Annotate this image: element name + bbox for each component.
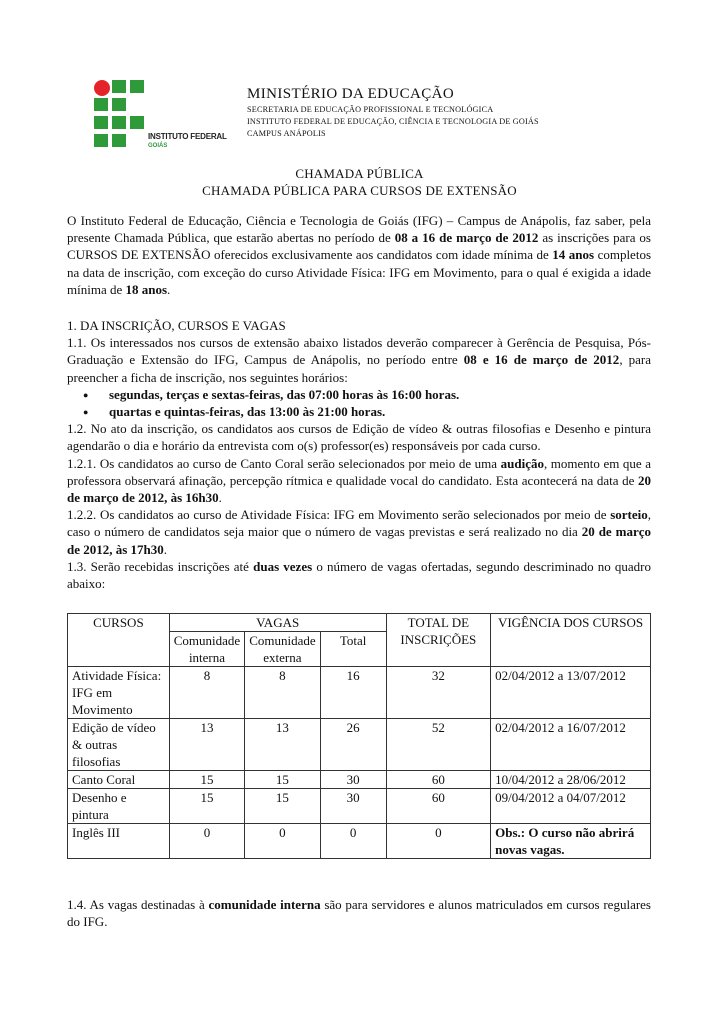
schedule-item: ● segundas, terças e sextas-feiras, das 07:00 horas às 16:00 horas. <box>109 386 651 403</box>
schedule-item: ● quartas e quintas-feiras, das 13:00 às 21:00 horas. <box>109 403 651 420</box>
table-header-row <box>68 614 651 632</box>
section-1-heading: 1. DA INSCRIÇÃO, CURSOS E VAGAS <box>67 318 286 333</box>
vacancies-table <box>67 613 651 859</box>
cell-externa: 8 <box>245 667 320 719</box>
table-row <box>68 789 651 824</box>
intro-section <box>67 212 651 298</box>
header-line-2: INSTITUTO FEDERAL DE EDUCAÇÃO, CIÊNCIA E TECNOLOGIA DE GOIÁS <box>247 117 539 126</box>
cell-interna: 13 <box>169 719 244 771</box>
header-vigencia: VIGÊNCIA DOS CURSOS <box>491 614 651 667</box>
table-row <box>68 824 651 859</box>
cell-interna: 8 <box>169 667 244 719</box>
table-row <box>68 667 651 719</box>
schedule-list <box>67 386 651 420</box>
cell-inscricoes: 60 <box>386 789 491 824</box>
logo-red-dot <box>94 80 110 96</box>
table-row <box>68 771 651 789</box>
document-title: CHAMADA PÚBLICA <box>295 166 424 181</box>
paragraph-1-2: 1.2. No ato da inscrição, os candidatos aos cursos de Edição de vídeo & outras filosofias e Desenho e pintura agendarão o dia e horário da entrevista com o(s) professor(es) responsáveis por cada curso. <box>67 421 651 454</box>
cell-curso: Inglês III <box>68 824 170 859</box>
header-total-inscricoes: TOTAL DE INSCRIÇÕES <box>386 614 491 667</box>
cell-curso: Desenho e pintura <box>68 789 170 824</box>
cell-vigencia: 10/04/2012 a 28/06/2012 <box>491 771 651 789</box>
cell-curso: Canto Coral <box>68 771 170 789</box>
header-comunidade-externa: Comunidade externa <box>245 632 320 667</box>
cell-vigencia: 02/04/2012 a 13/07/2012 <box>491 667 651 719</box>
header-vagas: VAGAS <box>169 614 386 632</box>
table-row <box>68 719 651 771</box>
cell-total: 30 <box>320 789 386 824</box>
section-1 <box>67 317 651 592</box>
header-total: Total <box>320 632 386 667</box>
cell-curso: Edição de vídeo & outras filosofias <box>68 719 170 771</box>
paragraph-1-4: 1.4. As vagas destinadas à comunidade interna são para servidores e alunos matriculados em cursos regulares do IFG. <box>67 897 651 930</box>
cell-interna: 15 <box>169 771 244 789</box>
cell-total: 16 <box>320 667 386 719</box>
paragraph-1-2-1: 1.2.1. Os candidatos ao curso de Canto Coral serão selecionados por meio de uma audição, momento em que a professora observará afinação, percepção rítmica e qualidade vocal do candidato. Esta acontecerá na data de 20 de março de 2012, às 16h30. <box>67 455 651 506</box>
cell-externa: 15 <box>245 789 320 824</box>
paragraph-1-1: 1.1. Os interessados nos cursos de extensão abaixo listados deverão comparecer à Gerência de Pesquisa, Pós-Graduação e Extensão do IFG, Campus de Anápolis, no período entre 08 e 16 de março de 2012, para preencher a ficha de inscrição, nos seguintes horários: <box>67 335 652 385</box>
cell-vigencia-obs: Obs.: O curso não abrirá novas vagas. <box>491 824 651 859</box>
cell-externa: 0 <box>245 824 320 859</box>
header-line-1: SECRETARIA DE EDUCAÇÃO PROFISSIONAL E TECNOLÓGICA <box>247 105 494 114</box>
ministry-title: MINISTÉRIO DA EDUCAÇÃO <box>247 86 455 102</box>
cell-curso: Atividade Física: IFG em Movimento <box>68 667 170 719</box>
cell-interna: 0 <box>169 824 244 859</box>
cell-inscricoes: 60 <box>386 771 491 789</box>
paragraph-1-2-2: 1.2.2. Os candidatos ao curso de Atividade Física: IFG em Movimento serão selecionados por meio de sorteio, caso o número de candidatos seja maior que o número de vagas previstas e será realizado no dia 20 de março de 2012, às 17h30. <box>67 507 651 557</box>
ifg-logo <box>94 80 227 160</box>
header-line-3: CAMPUS ANÁPOLIS <box>247 129 326 138</box>
cell-inscricoes: 0 <box>386 824 491 859</box>
cell-interna: 15 <box>169 789 244 824</box>
document-subtitle: CHAMADA PÚBLICA PARA CURSOS DE EXTENSÃO <box>202 183 517 198</box>
intro-paragraph: O Instituto Federal de Educação, Ciência e Tecnologia de Goiás (IFG) – Campus de Anápolis, faz saber, pela presente Chamada Pública, que estarão abertas no período de 08 a 16 de março de 2012 as inscrições para os CURSOS DE EXTENSÃO oferecidos exclusivamente aos candidatos com idade mínima de 14 anos completos na data de inscrição, com exceção do curso Atividade Física: IFG em Movimento, para o qual é exigida a idade mínima de 18 anos. <box>67 213 651 297</box>
header-cursos: CURSOS <box>68 614 170 667</box>
cell-vigencia: 09/04/2012 a 04/07/2012 <box>491 789 651 824</box>
header-comunidade-interna: Comunidade interna <box>169 632 244 667</box>
cell-total: 0 <box>320 824 386 859</box>
cell-externa: 15 <box>245 771 320 789</box>
cell-externa: 13 <box>245 719 320 771</box>
cell-inscricoes: 52 <box>386 719 491 771</box>
logo-brand-text: INSTITUTO FEDERAL <box>148 132 227 141</box>
cell-vigencia: 02/04/2012 a 16/07/2012 <box>491 719 651 771</box>
logo-state-text: GOIÁS <box>148 143 168 149</box>
cell-total: 26 <box>320 719 386 771</box>
cell-total: 30 <box>320 771 386 789</box>
cell-inscricoes: 32 <box>386 667 491 719</box>
paragraph-1-3: 1.3. Serão recebidas inscrições até duas vezes o número de vagas ofertadas, segundo descriminado no quadro abaixo: <box>67 558 652 592</box>
